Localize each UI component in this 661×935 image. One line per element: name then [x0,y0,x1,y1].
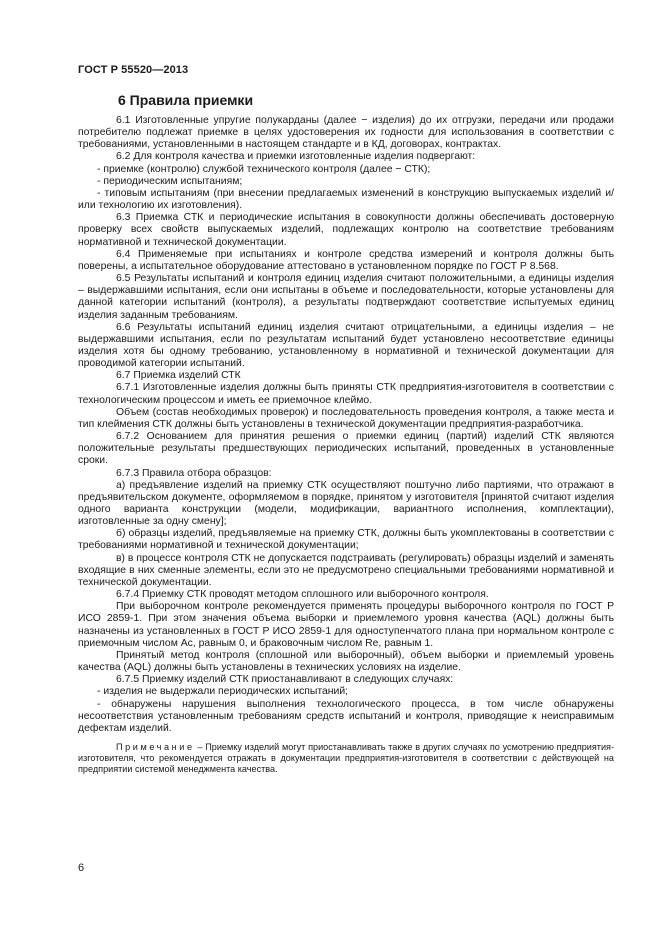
page-number: 6 [78,862,85,874]
list-item: - типовым испытаниям (при внесении предлагаемых изменений в конструкцию выпускаемых изделий и/или технологию их изготовления). [78,187,614,212]
paragraph-6-7-3: 6.7.3 Правила отбора образцов: [116,467,272,479]
subsection-heading-6-7: 6.7 Приемка изделий СТК [116,370,241,382]
list-item-v: в) в процессе контроля СТК не допускается подстраивать (регулировать) образцы изделий и заменять входящие в них сменные элементы, если это не предусмотрено специальными требованиями нормативной и технической документации. [78,552,614,588]
paragraph-6-5: 6.5 Результаты испытаний и контроля единиц изделия считают положительными, а единицы изделия – выдержавшими испытания, если они испытаны в объеме и последовательности, которые установлены для данной категории испытаний (контроля), а результаты подтверждают соответствие испытуемых единиц изделия заданным требованиям. [78,273,614,321]
paragraph-6-7-4: 6.7.4 Приемку СТК проводят методом сплошного или выборочного контроля. [116,589,489,601]
paragraph-6-4: 6.4 Применяемые при испытаниях и контроле средства измерений и контроля должны быть поверены, а испытательное оборудование аттестовано в установленном порядке по ГОСТ Р 8.568. [78,248,614,272]
paragraph-6-7-2: 6.7.2 Основанием для принятия решения о приемки единиц (партий) изделий СТК являются положительные результаты предшествующих периодических испытаний, проведенных в установленные сроки. [78,431,614,467]
list-item: - приемке (контролю) службой технического контроля (далее − СТК); [97,163,431,175]
paragraph-6-1: 6.1 Изготовленные упругие полукарданы (далее − изделия) до их отгрузки, передачи или продажи потребителю подлежат приемке в целях удостоверения их годности для использования в соответствии с требованиями, установленными в настоящем стандарте и в КД, договорах, контрактах. [78,115,614,151]
body-text [78,115,614,775]
list-item: - обнаружены нарушения выполнения технологического процесса, в том числе обнаружены несоответствия установленным требованиям средств испытаний и контроля, приводящие к неисправимым дефектам изделий. [78,698,614,734]
paragraph-6-7-5: 6.7.5 Приемку изделий СТК приостанавливают в следующих случаях: [116,674,454,686]
paragraph-6-7-1: 6.7.1 Изготовленные изделия должны быть приняты СТК предприятия-изготовителя в соответствии с технологическим процессом и иметь ее приемочное клеймо. [78,382,614,406]
list-item: - изделия не выдержали периодических испытаний; [97,686,349,698]
paragraph: При выборочном контроле рекомендуется применять процедуры выборочного контроля по ГОСТ Р ИСО 2859-1. При этом значения объема выборки и приемлемого уровня качества (AQL) должны быть назначены из установленных в ГОСТ Р ИСО 2859-1 для одноступенчатого плана при нормальном контроле с приемочным числом Ac, равным 0, и браковочным числом Re, равным 1. [78,601,614,649]
paragraph: Объем (состав необходимых проверок) и последовательность проведения контроля, а также места и тип клеймения СТК должны быть установлены в технической документации предприятия-разработчика. [78,406,614,430]
document-header: ГОСТ Р 55520—2013 [78,64,189,76]
list-item: - периодическим испытаниям; [97,175,243,187]
paragraph-6-2: 6.2 Для контроля качества и приемки изготовленные изделия подвергают: [116,151,476,163]
paragraph: Принятый метод контроля (сплошной или выборочный), объем выборки и приемлемый уровень качества (AQL) должны быть установлены в технических условиях на изделие. [78,649,614,674]
paragraph-6-3: 6.3 Приемка СТК и периодические испытания в совокупности должны обеспечивать достоверную проверку всех свойств выпускаемых изделий, подлежащих контролю на соответствие требованиям нормативной и технической документации. [78,212,614,248]
paragraph-6-6: 6.6 Результаты испытаний единиц изделия считают отрицательными, а единицы изделия – не выдержавшими испытания, если по результатам испытаний будет установлено несоответствие единицы изделия хотя бы одному требованию, установленному в нормативной и технической документации для проводимой категории испытаний. [78,321,614,370]
note-label: Примечание [116,741,195,752]
section-title: 6 Правила приемки [118,92,254,108]
note [78,742,614,775]
list-item-b: б) образцы изделий, предъявляемые на приемку СТК, должны быть укомплектованы в соответствии с требованиями нормативной и технической документации; [78,528,614,552]
note-text: – Приемку изделий могут приостанавливать также в других случаях по усмотрению предприятия-изготовителя, что рекомендуется отражать в документации предприятия-изготовителя в соответствии с действующей на предприятии системой менеджмента качества. [78,741,614,775]
list-item-a: а) предъявление изделий на приемку СТК осуществляют поштучно либо партиями, что отражают в предъявительском документе, оформляемом в порядке, принятом у изготовителя [принятой считают изделия одного варианта конструкции (модели, модификации, вариантного исполнения, комплектации), изготовленные за одну смену]; [78,479,614,528]
